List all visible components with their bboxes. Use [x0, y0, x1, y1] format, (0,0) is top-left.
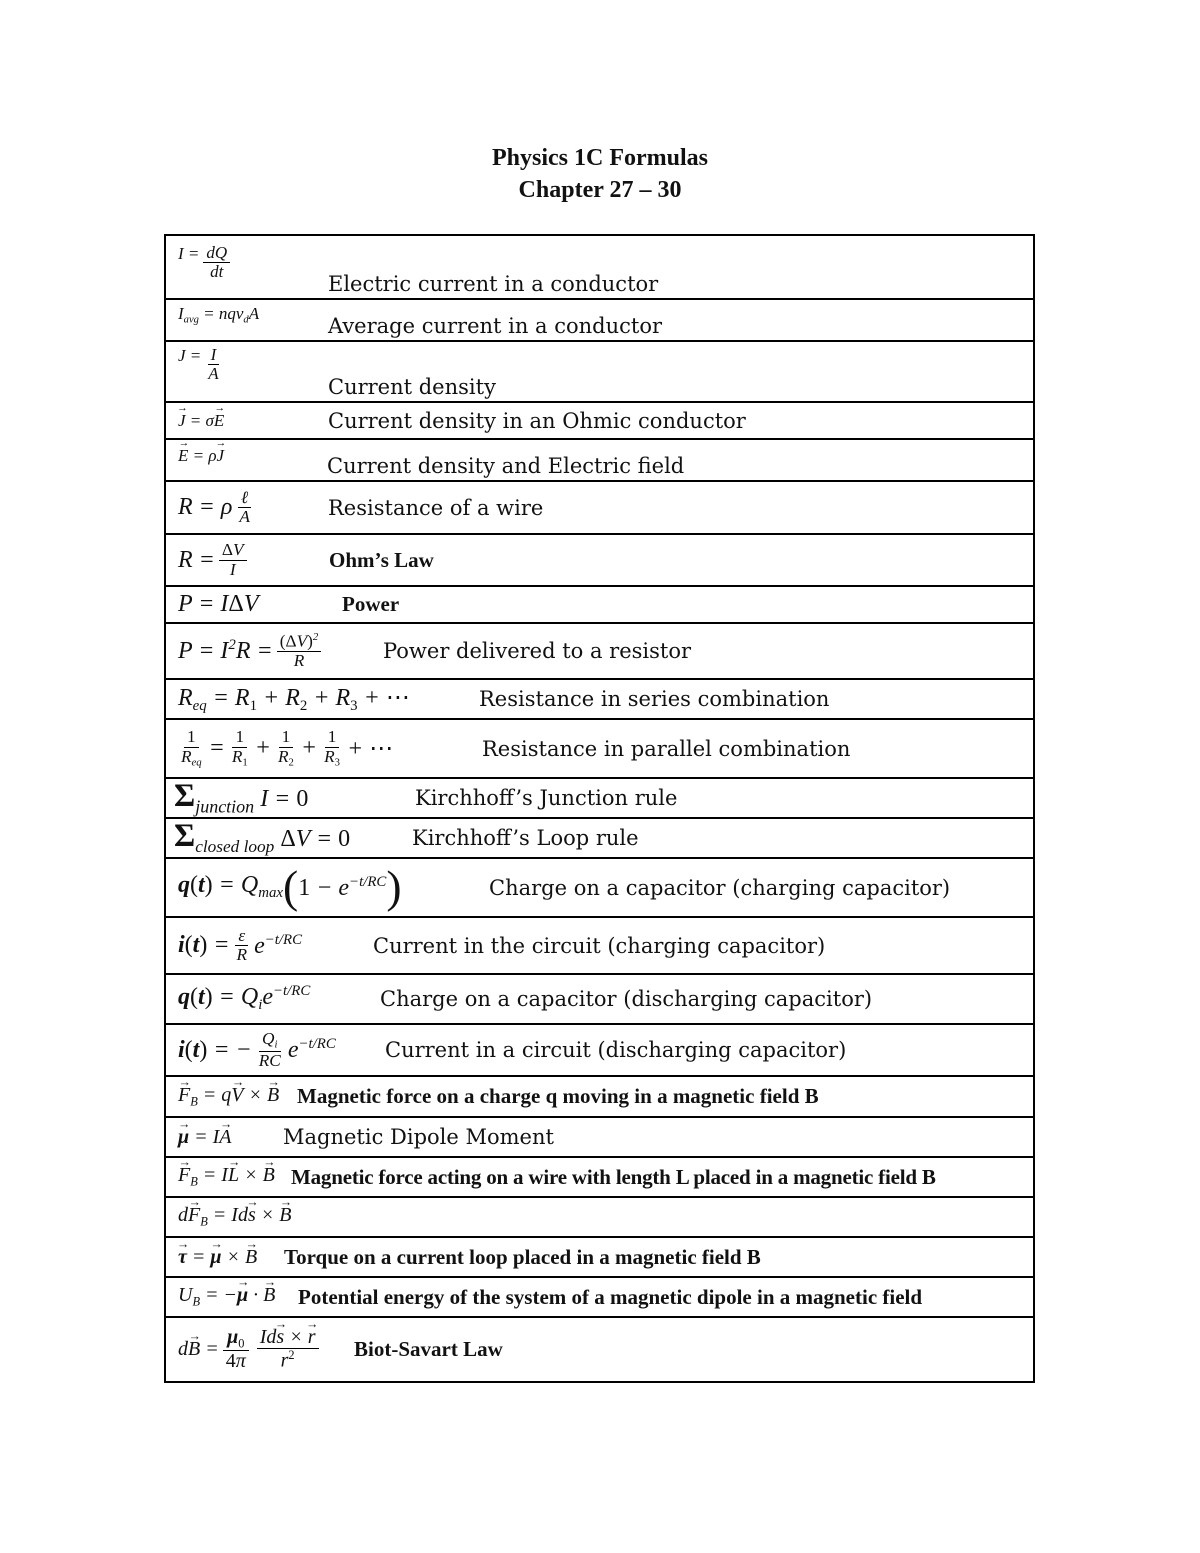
- formula-description: Ohm’s Law: [329, 547, 434, 572]
- formula-description: Magnetic Dipole Moment: [283, 1125, 554, 1149]
- formula-row: [166, 817, 1033, 857]
- formula-row: [166, 438, 1033, 480]
- formula: $I_{avg} = nqv_dA$: [178, 304, 260, 326]
- formula: P = IΔV: [178, 591, 259, 617]
- formula-row: [166, 1156, 1033, 1196]
- formula-description: Current density and Electric field: [327, 454, 685, 478]
- formula: I = $\frac{dQ}{dt}$: [178, 236, 234, 298]
- formula: $q(t) = Q_{max}$ ( $1 - e^{-t/RC}$ ): [178, 861, 402, 913]
- title-line-2: Chapter 27 – 30: [518, 177, 682, 203]
- page-title: [0, 142, 1200, 206]
- formula-description: Torque on a current loop placed in a magnetic field B: [284, 1244, 761, 1269]
- formula-description: Resistance in parallel combination: [482, 736, 851, 761]
- formula: i(t) = − $\frac{Q_i}{RC}$ $e^{-t/RC}$: [178, 1028, 336, 1070]
- formula-description: Average current in a conductor: [328, 314, 663, 338]
- formula-row: [166, 1276, 1033, 1316]
- formula-row: [166, 973, 1033, 1023]
- formula-description: Power: [342, 592, 400, 616]
- formula-row: [166, 533, 1033, 585]
- formula-description: Electric current in a conductor: [328, 272, 659, 296]
- formula-description: Magnetic force on a charge q moving in a magnetic field B: [297, 1084, 819, 1108]
- formula-row: [166, 1196, 1033, 1236]
- formula-row: [166, 916, 1033, 973]
- formula: $d\to F_B = Id\to s$ × → B: [178, 1198, 291, 1236]
- formula-row: [166, 678, 1033, 718]
- formula: R = $\frac{\Delta V}{I}$: [178, 535, 251, 585]
- formula-description: Resistance of a wire: [328, 495, 544, 520]
- formula-description: Biot-Savart Law: [354, 1337, 503, 1361]
- formula: $\Sigma_{junction}$ I = 0: [174, 778, 309, 817]
- formula-row: [166, 585, 1033, 622]
- formula-row: [166, 777, 1033, 817]
- formula: → J = σ→ E: [178, 403, 224, 438]
- formula-description: Kirchhoff’s Loop rule: [412, 826, 639, 850]
- formula: $U_B$ = −→ μ · → B: [178, 1278, 275, 1316]
- formula: $\Sigma_{closed loop}$ ΔV = 0: [174, 818, 351, 857]
- formula: J = $\frac{I}{A}$: [178, 345, 219, 383]
- formula: → $F_B = q\to V$ × → B: [178, 1077, 279, 1116]
- formula-row: [166, 480, 1033, 533]
- formula: $\frac{1}{R_{eq}}$ = $\frac{1}{R_1}$ + $\frac{1}{R_2}$ + $\frac{1}{R_3}$ + ⋯: [181, 727, 394, 769]
- formula-row: [166, 718, 1033, 777]
- formula-table: [164, 234, 1035, 1383]
- formula-row: [166, 1116, 1033, 1156]
- formula-description: Current in the circuit (charging capacitor): [373, 933, 826, 958]
- formula: $P = I^2R$ = $\frac{(\Delta V)^2}{R}$: [178, 624, 325, 678]
- formula: d→ B = $\frac{\mu_0}{4\pi}$ $\frac{Id\to s \times \to r}{r^2}$: [178, 1318, 323, 1381]
- formula-description: Charge on a capacitor (charging capacitor): [489, 875, 951, 900]
- formula: $R_{eq} = R_1 + R_2 + R_3$ + ⋯: [178, 684, 410, 715]
- formula-description: Current density in an Ohmic conductor: [328, 408, 746, 433]
- formula-description: Kirchhoff’s Junction rule: [415, 786, 678, 810]
- formula: R = ρ $\frac{\text{ℓ}}{A}$: [178, 487, 250, 526]
- formula: → $F_B = I\to L$ × → B: [178, 1158, 275, 1196]
- formula-row: [166, 857, 1033, 916]
- formula-row: [166, 1316, 1033, 1381]
- formula-description: Current density: [328, 375, 496, 399]
- formula-description: Current in a circuit (discharging capacitor): [385, 1038, 847, 1062]
- formula-row: [166, 622, 1033, 678]
- formula: i(t) = $\frac{\varepsilon}{R}$ $e^{-t/RC}$: [178, 925, 303, 964]
- formula-description: Magnetic force acting on a wire with length L placed in a magnetic field B: [291, 1164, 936, 1189]
- formula-description: Resistance in series combination: [479, 687, 830, 711]
- formula-row: [166, 401, 1033, 438]
- formula: $q(t) = Q_ie^{-t/RC}$: [178, 983, 311, 1014]
- formula-row: [166, 298, 1033, 340]
- formula: → E = ρ→ J: [178, 440, 224, 480]
- formula: → μ = I→ A: [178, 1118, 232, 1156]
- formula-row: [166, 1023, 1033, 1075]
- formula: → τ = → μ × → B: [178, 1238, 257, 1276]
- formula-row: [166, 1236, 1033, 1276]
- formula-description: Power delivered to a resistor: [383, 639, 692, 663]
- title-line-1: Physics 1C Formulas: [492, 145, 708, 171]
- formula-description: Charge on a capacitor (discharging capacitor): [380, 987, 873, 1011]
- formula-description: Potential energy of the system of a magnetic dipole in a magnetic field: [298, 1284, 923, 1309]
- formula-row: [166, 340, 1033, 401]
- formula-row: [166, 1075, 1033, 1116]
- formula-row: [166, 236, 1033, 298]
